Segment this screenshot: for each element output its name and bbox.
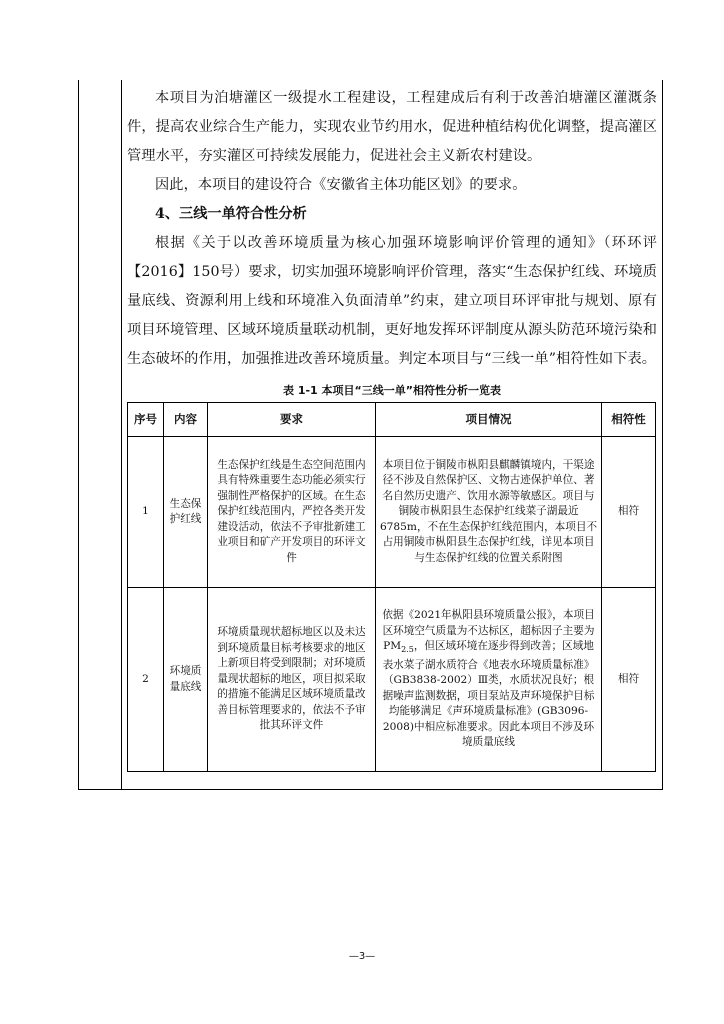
row-no: 1 [128, 437, 164, 588]
content-area [127, 84, 657, 772]
paragraph-three-lines: 根据《关于以改善环境质量为核心加强环境影响评价管理的通知》（环环评【2016】150号）要求，切实加强环境影响评价管理，落实“生态保护红线、环境质量底线、资源利用上线和环境准入负面清单”约束，建立项目环评审批与规划、原有项目环境管理、区域环境质量联动机制，更好地发挥环评制度从源头防范环境污染和生态破坏的作用，加强推进改善环境质量。判定本项目与“三线一单”相符性如下表。 [127, 235, 657, 367]
page-frame [78, 80, 663, 790]
header-conform: 相符性 [602, 403, 656, 437]
left-label-column [79, 80, 122, 789]
row-requirement: 环境质量现状超标地区以及未达到环境质量目标考核要求的地区上新项目将受到限制；对环境质量现状超标的地区，项目拟采取的措施不能满足区域环境质量改善目标管理要求的，依法不予审批其环评文件 [208, 588, 376, 772]
header-no: 序号 [128, 403, 164, 437]
header-requirement: 要求 [208, 403, 376, 437]
table-row [128, 588, 656, 772]
situation-part-b: ，但区域环境在逐步得到改善；区域地表水菜子湖水质符合《地表水环境质量标准》（GB3838-2002）Ⅲ类，水质状况良好；根据噪声监测数据，项目泵站及声环境保护目标均能够满足《声环境质量标准》(GB3096-2008)中相应标准要求。因此本项目不涉及环境质量底线 [382, 640, 595, 749]
row-no: 2 [128, 588, 164, 772]
row-conform: 相符 [602, 588, 656, 772]
table-header-row [128, 403, 656, 437]
header-situation: 项目情况 [376, 403, 602, 437]
paragraph-conclusion: 因此，本项目的建设符合《安徽省主体功能区划》的要求。 [155, 177, 527, 193]
situation-part-a: 依据《2021年枞阳县环境质量公报》，本项目区环境空气质量为不达标区，超标因子主要为PM [382, 609, 595, 653]
row-conform: 相符 [602, 437, 656, 588]
row-situation: 本项目位于铜陵市枞阳县麒麟镇境内，干渠途径不涉及自然保护区、文物古迹保护单位、著名自然历史遗产、饮用水源等敏感区。项目与铜陵市枞阳县生态保护红线菜子湖最近6785m，不在生态保护红线范围内，本项目不占用铜陵市枞阳县生态保护红线，详见本项目与生态保护红线的位置关系附图 [376, 437, 602, 588]
row-situation [376, 588, 602, 772]
row-content: 环境质量底线 [164, 588, 208, 772]
table-row [128, 437, 656, 588]
header-content: 内容 [164, 403, 208, 437]
conformity-table [127, 402, 656, 772]
row-requirement: 生态保护红线是生态空间范围内具有特殊重要生态功能必须实行强制性严格保护的区域。在生态保护红线范围内，严控各类开发建设活动，依法不予审批新建工业项目和矿产开发项目的环评文件 [208, 437, 376, 588]
table-caption: 表 1-1 本项目“三线一单”相符性分析一览表 [283, 384, 501, 397]
page-number: —3— [348, 951, 376, 962]
section-heading: 4、三线一单符合性分析 [155, 206, 307, 222]
pm-subscript: 2.5 [401, 645, 414, 655]
row-content: 生态保护红线 [164, 437, 208, 588]
paragraph-irrigation: 本项目为泊塘灌区一级提水工程建设，工程建成后有利于改善泊塘灌区灌溉条件，提高农业综合生产能力，实现农业节约用水，促进种植结构优化调整，提高灌区管理水平，夯实灌区可持续发展能力，促进社会主义新农村建设。 [127, 90, 657, 164]
